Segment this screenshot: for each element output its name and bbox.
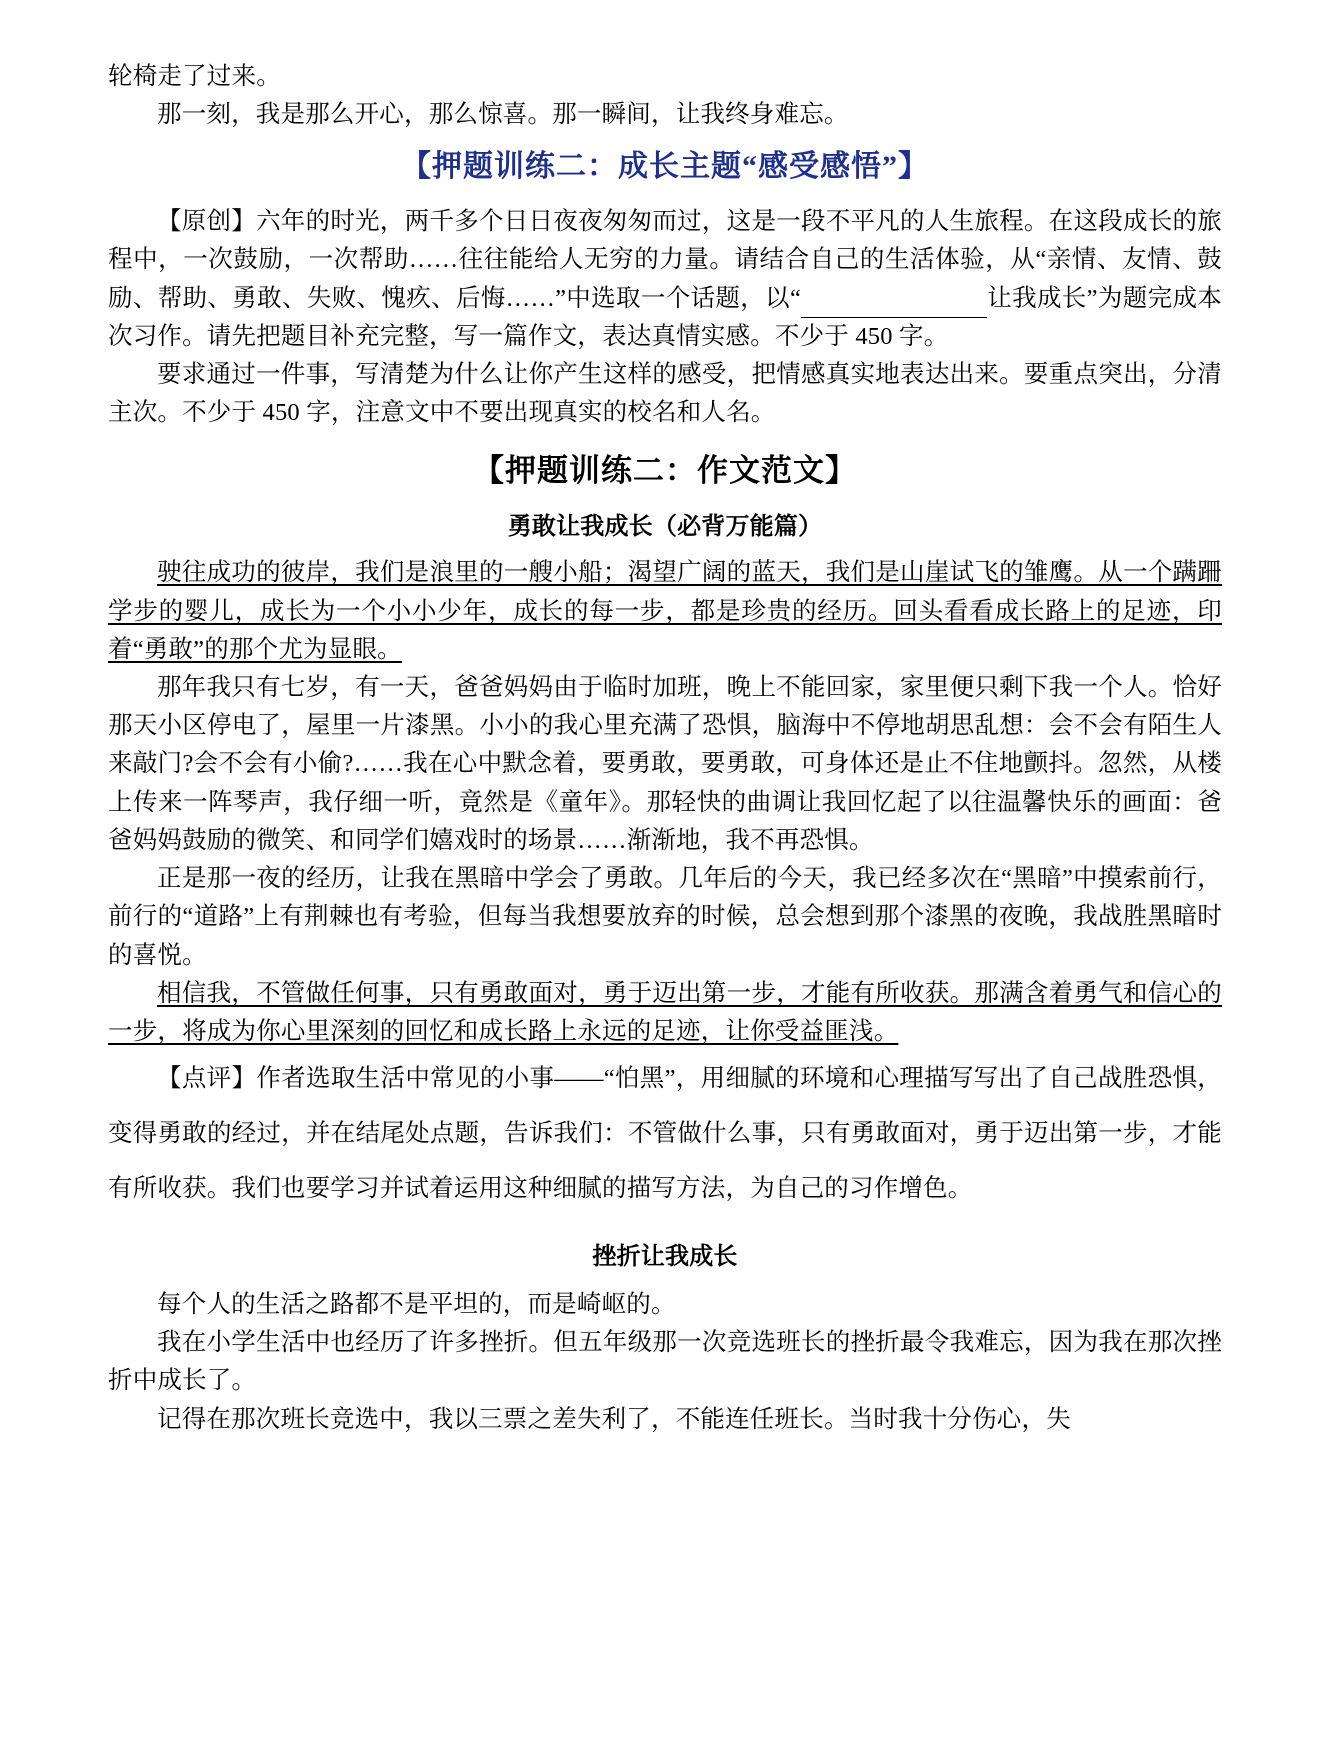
prompt-text-part1: 【原创】六年的时光，两千多个日日夜夜匆匆而过，这是一段不平凡的人生旅程。在这段成长的旅程中，一次鼓励，一次帮助……往往能给人无穷的力量。请结合自己的生活体验，从“亲情、友情、鼓励、帮助、勇敢、失败、愧疚、后悔……”中选取一个话题，以“ (108, 208, 1222, 312)
top-line-2: 那一刻，我是那么开心，那么惊喜。那一瞬间，让我终身难忘。 (157, 101, 849, 129)
prompt-text-part2: 让我成长”为题完成本次习作。请先把题目补充完整，写一篇作文，表达真情实感。不少于 450 字。 (108, 284, 1223, 350)
essay2-paragraph-1: 每个人的生活之路都不是平坦的，而是崎岖的。 (157, 1291, 676, 1318)
fill-blank-short (951, 317, 987, 318)
essay1-body-paragraph-2: 正是那一夜的经历，让我在黑暗中学会了勇敢。几年后的今天，我已经多次在“黑暗”中摸索前行，前行的“道路”上有荆棘也有考验，但每当我想要放弃的时候，总会想到那个漆黑的夜晚，我战胜黑暗时的喜悦。 (108, 865, 1222, 969)
essay1-body-paragraph-1: 那年我只有七岁，有一天，爸爸妈妈由于临时加班，晚上不能回家，家里便只剩下我一个人。恰好那天小区停电了，屋里一片漆黑。小小的我心里充满了恐惧，脑海中不停地胡思乱想：会不会有陌生人来敲门?会不会有小偷?……我在心中默念着，要勇敢，要勇敢，可身体还是止不住地颤抖。忽然，从楼上传来一阵琴声，我仔细一听，竟然是《童年》。那轻快的曲调让我回忆起了以往温馨快乐的画面：爸爸妈妈鼓励的微笑、和同学们嬉戏时的场景……渐渐地，我不再恐惧。 (108, 674, 1222, 854)
essay2-title: 挫折让我成长 (592, 1243, 738, 1270)
top-line-1: 轮椅走了过来。 (108, 63, 281, 90)
section-heading-black: 【押题训练二：作文范文】 (473, 452, 857, 488)
prompt-requirement: 要求通过一件事，写清楚为什么让你产生这样的感受，把情感真实地表达出来。要重点突出，分清主次。不少于 450 字，注意文中不要出现真实的校名和人名。 (108, 361, 1222, 427)
fill-blank-long (801, 317, 951, 318)
essay2-body (108, 1286, 1222, 1439)
essay2-paragraph-3: 记得在那次班长竞选中，我以三票之差失利了，不能连任班长。当时我十分伤心，失 (157, 1405, 1071, 1433)
essay1-closing-paragraph: 相信我，不管做任何事，只有勇敢面对，勇于迈出第一步，才能有所收获。那满含着勇气和信心的一步，将成为你心里深刻的回忆和成长路上永远的足迹，让你受益匪浅。 (108, 979, 1222, 1045)
essay2-paragraph-2: 我在小学生活中也经历了许多挫折。但五年级那一次竞选班长的挫折最令我难忘，因为我在那次挫折中成长了。 (108, 1329, 1222, 1395)
essay1-opening-paragraph: 驶往成功的彼岸，我们是浪里的一艘小船；渴望广阔的蓝天，我们是山崖试飞的雏鹰。从一个蹒跚学步的婴儿，成长为一个小小少年，成长的每一步，都是珍贵的经历。回头看看成长路上的足迹，印着“勇敢”的那个尤为显眼。 (108, 559, 1222, 663)
prompt-paragraph (108, 203, 1222, 356)
essay1-title: 勇敢让我成长（必背万能篇） (507, 513, 823, 540)
prompt-block (108, 203, 1222, 432)
essay1-body (108, 554, 1222, 1216)
section-heading-blue: 【押题训练二：成长主题“感受感悟”】 (401, 150, 929, 184)
essay1-comment: 【点评】作者选取生活中常见的小事——“怕黑”，用细腻的环境和心理描写写出了自己战胜恐惧，变得勇敢的经过，并在结尾处点题，告诉我们：不管做什么事，只有勇敢面对，勇于迈出第一步，才能有所收获。我们也要学习并试着运用这种细腻的描写方法，为自己的习作增色。 (108, 1065, 1222, 1203)
